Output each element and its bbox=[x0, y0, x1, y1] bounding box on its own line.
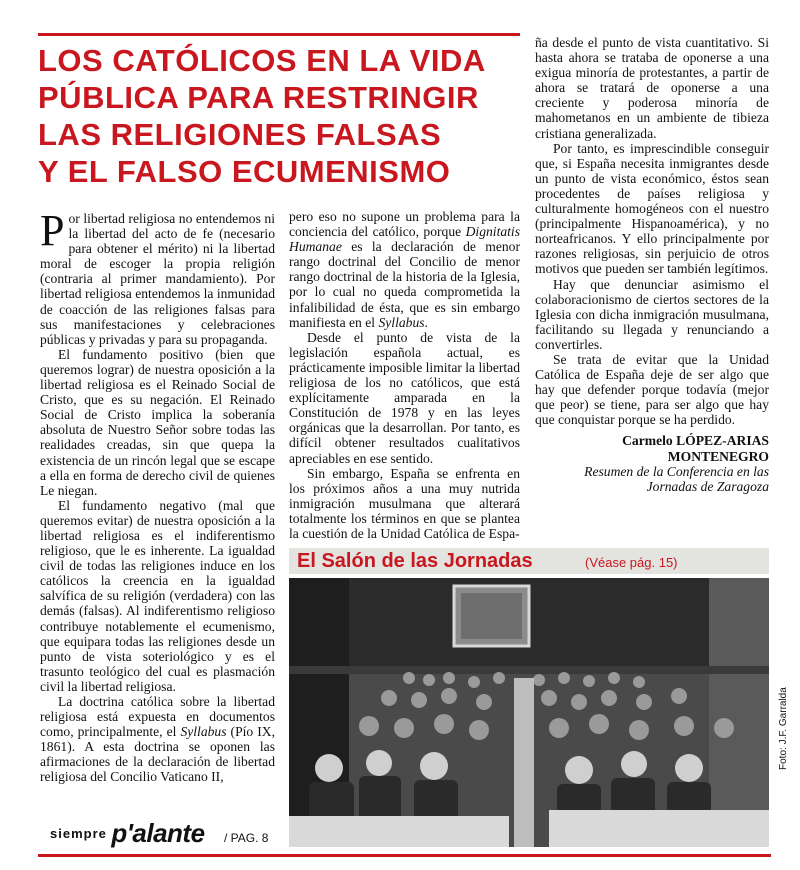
bottom-rule bbox=[38, 854, 771, 857]
paragraph: El fundamento negativo (mal que queremos evitar) de nuestra oposición a la libertad religiosa es el indiferentismo religioso, que le es inherente. La igualdad civil de todas las religiones induce en los católicos la creencia en la igualdad salvífica de su religión (verdadera) con las demás (falsas). Al indiferentismo religioso contribuye notablemente el ecumenismo, que equipara todas las religiones desde un punto de vista soteriológico y es el trasunto teológico del cual es plasmación civil la libertad religiosa. bbox=[40, 497, 275, 694]
paragraph: Desde el punto de vista de la legislación española actual, es prácticamente imposible limitar la libertad religiosa de los no católicos, que está explícitamente amparada en la Constitución de 1978 y en las leyes orgánicas que la desarrollan. Por tanto, es difícil obtener resultados cualitativos apreciables en ese sentido. bbox=[289, 329, 521, 466]
paragraph bbox=[40, 206, 275, 347]
title-line: Y EL FALSO ECUMENISMO bbox=[38, 154, 451, 189]
author-line: MONTENEGRO bbox=[667, 448, 769, 464]
magazine-logo bbox=[50, 818, 205, 849]
title-line: LOS CATÓLICOS EN LA VIDA bbox=[38, 43, 486, 78]
source-note bbox=[535, 464, 769, 494]
paragraph-text: or libertad religiosa no entendemos ni la libertad del acto de fe (necesario para obtener el mérito) ni la libertad moral de escoger la propia religión (contraria al primer mandamiento). Por libertad religiosa entendemos la inmunidad de coacción de las religiones falsas para sus manifestaciones y celebraciones públicas y privadas y para su propaganda. bbox=[40, 211, 275, 347]
top-rule bbox=[38, 33, 520, 36]
source-line: Jornadas de Zaragoza bbox=[646, 478, 769, 494]
photo-section-title: El Salón de las Jornadas bbox=[297, 550, 533, 572]
author-signature bbox=[535, 433, 769, 463]
paragraph: Hay que denunciar asimismo el colaboracionismo de ciertos sectores de la Iglesia con dicha inmigración musulmana, facilitando su llegada y renunciando a convertirles. bbox=[535, 276, 769, 352]
photo-section-note: (Véase pág. 15) bbox=[585, 555, 678, 570]
paragraph: Se trata de evitar que la Unidad Católica de España deje de ser algo que hay que defender porque todavía (mejor que peor) se tiene, para ser algo que hay que conquistar porque se ha perdido. bbox=[535, 351, 769, 428]
paragraph-text: (Pío IX, 1861). A esta doctrina se oponen las afirmaciones de la declaración de libertad religiosa del Concilio Vaticano II, bbox=[40, 724, 275, 785]
syllabus-italic: Syllabus bbox=[378, 314, 425, 330]
paragraph: Sin embargo, España se enfrenta en los próximos años a una muy nutrida inmigración musulmana que alterará totalmente los términos en que se plantea la cuestión de la Unidad Católica de Espa- bbox=[289, 465, 520, 541]
article-title bbox=[38, 42, 518, 190]
syllabus-italic: Syllabus bbox=[180, 724, 227, 740]
photo-caption-bar bbox=[289, 548, 769, 574]
paragraph bbox=[40, 694, 275, 785]
drop-cap: P bbox=[40, 206, 65, 255]
paragraph: Por tanto, es imprescindible conseguir que, si España necesita inmigrantes desde un punto de vista económico, éstos sean procedentes de países religiosa y culturalmente homogéneos con el nuestro (principalmente Hispanoamérica), y no norteafricanos. Y ello principalmente por razones religiosas, sin perjuicio de otros motivos que pueden ser también legítimos. bbox=[535, 140, 769, 277]
conference-hall-illustration bbox=[289, 578, 769, 847]
article-column-1 bbox=[40, 206, 275, 785]
article-column-2 bbox=[289, 209, 520, 541]
source-line: Resumen de la Conferencia en las bbox=[584, 463, 769, 479]
logo-small-text: siempre bbox=[50, 826, 107, 841]
paragraph: ña desde el punto de vista cuantitativo. Si hasta ahora se trataba de oponerse a una exigua minoría de protestantes, a partir de ahora se tratará de oponerse a una creciente y poderosa minoría de mahometanos en un ambiente de tibieza cristiana generalizada. bbox=[535, 35, 769, 141]
paragraph-text: pero eso no supone un problema para la conciencia del católico, porque bbox=[289, 209, 520, 240]
conference-hall-photo bbox=[289, 578, 769, 847]
page-number: / PAG. 8 bbox=[224, 831, 269, 845]
dignitatis-italic: Dignitatis Humanae bbox=[289, 224, 520, 255]
paragraph-text: La doctrina católica sobre la libertad religiosa está expuesta en documentos como, principalmente, el bbox=[40, 694, 275, 740]
title-line: LAS RELIGIONES FALSAS bbox=[38, 117, 442, 152]
paragraph: El fundamento positivo (bien que queremos lograr) de nuestra oposición a la libertad religiosa es el Reinado Social de Cristo, que es su negación. El Reinado Social de Cristo implica la soberanía absoluta de Nuestro Señor sobre todas las realidades creadas, sin que quepa la existencia de un rincón legal que se escape a ella en forma de derecho civil de quienes Le niegan. bbox=[40, 346, 275, 498]
article-column-3 bbox=[535, 35, 769, 494]
author-line: Carmelo LÓPEZ-ARIAS bbox=[622, 433, 769, 449]
title-line: PÚBLICA PARA RESTRINGIR bbox=[38, 80, 479, 115]
paragraph bbox=[289, 209, 520, 330]
logo-big-text: p'alante bbox=[111, 818, 205, 848]
paragraph-text: . bbox=[424, 314, 428, 330]
photo-credit: Foto: J.F. Garralda bbox=[778, 687, 789, 770]
paragraph-text: es la declaración de menor rango doctrinal del Concilio de menor rango doctrinal de la historia de la Iglesia, por lo cual no queda comprometida la infalibilidad de ésta, que es sin embargo manifiesta en el bbox=[289, 239, 520, 330]
